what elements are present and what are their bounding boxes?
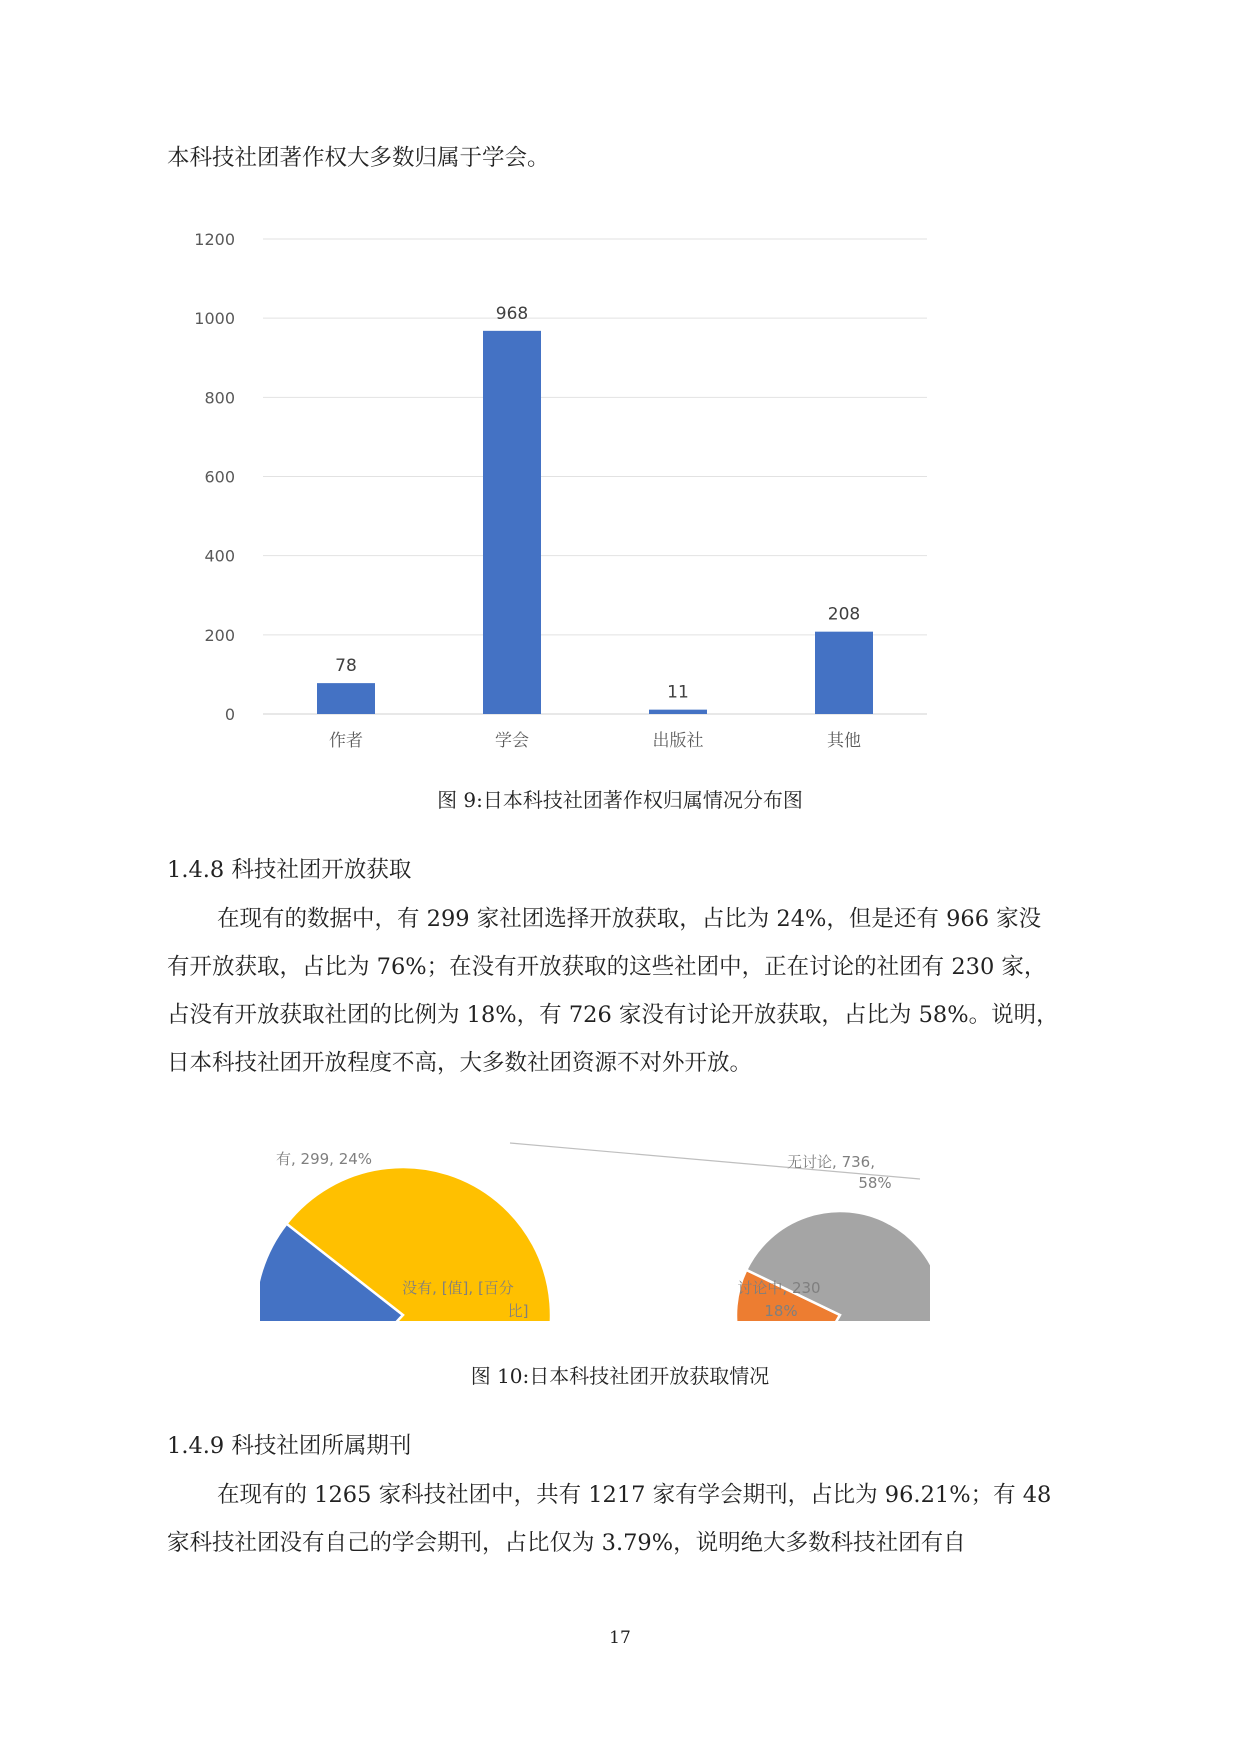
bar-data-label: 208 [827, 604, 861, 625]
figure10-caption: 图 10:日本科技社团开放获取情况 [470, 1364, 770, 1388]
label-no-line1: 没有, [值], [百分 [402, 1279, 514, 1297]
page-number: 17 [609, 1628, 631, 1648]
section-148-heading: 1.4.8 科技社团开放获取 [167, 857, 412, 883]
y-tick-label: 1000 [194, 309, 235, 329]
bar-chart [190, 220, 950, 760]
x-tick-label: 出版社 [652, 731, 704, 751]
bar [483, 331, 541, 714]
label-discussing-line2: 18% [764, 1302, 798, 1320]
pie-of-pie-chart [260, 1140, 940, 1325]
y-tick-label: 600 [204, 467, 235, 487]
figure9-caption: 图 9:日本科技社团著作权归属情况分布图 [437, 788, 803, 812]
bar-data-label: 968 [495, 303, 529, 324]
label-no-discussion-line1: 无讨论, 736, [787, 1153, 875, 1171]
intro-line: 本科技社团著作权大多数归属于学会。 [167, 145, 550, 171]
x-tick-label: 其他 [827, 731, 861, 751]
label-no-line2: 比] [507, 1302, 529, 1320]
x-tick-label: 作者 [329, 731, 363, 751]
bar [317, 683, 375, 714]
section-148-paragraph: 在现有的数据中，有 299 家社团选择开放获取，占比为 24%，但是还有 966 家没有开放获取，占比为 76%；在没有开放获取的这些社团中，正在讨论的社团有 230 家，占没有开放获取社团的比例为 18%，有 726 家没有讨论开放获取，占比为 58%。说明，日本科技社团开放程度不高，大多数社团资源不对外开放。 [167, 906, 1059, 1076]
label-yes: 有, 299, 24% [276, 1150, 373, 1168]
y-tick-label: 0 [224, 705, 235, 724]
y-tick-label: 1200 [194, 230, 235, 249]
section-149-paragraph: 在现有的 1265 家科技社团中，共有 1217 家有学会期刊，占比为 96.21%；有 48 家科技社团没有自己的学会期刊，占比仅为 3.79%，说明绝大多数科技社团有自 [167, 1482, 1052, 1556]
bar-data-label: 11 [667, 682, 689, 703]
y-tick-label: 800 [204, 388, 235, 408]
y-tick-label: 200 [204, 625, 235, 645]
y-tick-label: 400 [204, 546, 235, 566]
bar [649, 710, 707, 714]
bar [815, 632, 873, 714]
x-tick-label: 学会 [495, 731, 529, 751]
section-149-heading: 1.4.9 科技社团所属期刊 [167, 1433, 412, 1459]
label-no-discussion-line2: 58% [858, 1174, 892, 1192]
label-discussing-line1: 讨论中, 230 [737, 1279, 821, 1297]
bar-data-label: 78 [335, 656, 357, 677]
